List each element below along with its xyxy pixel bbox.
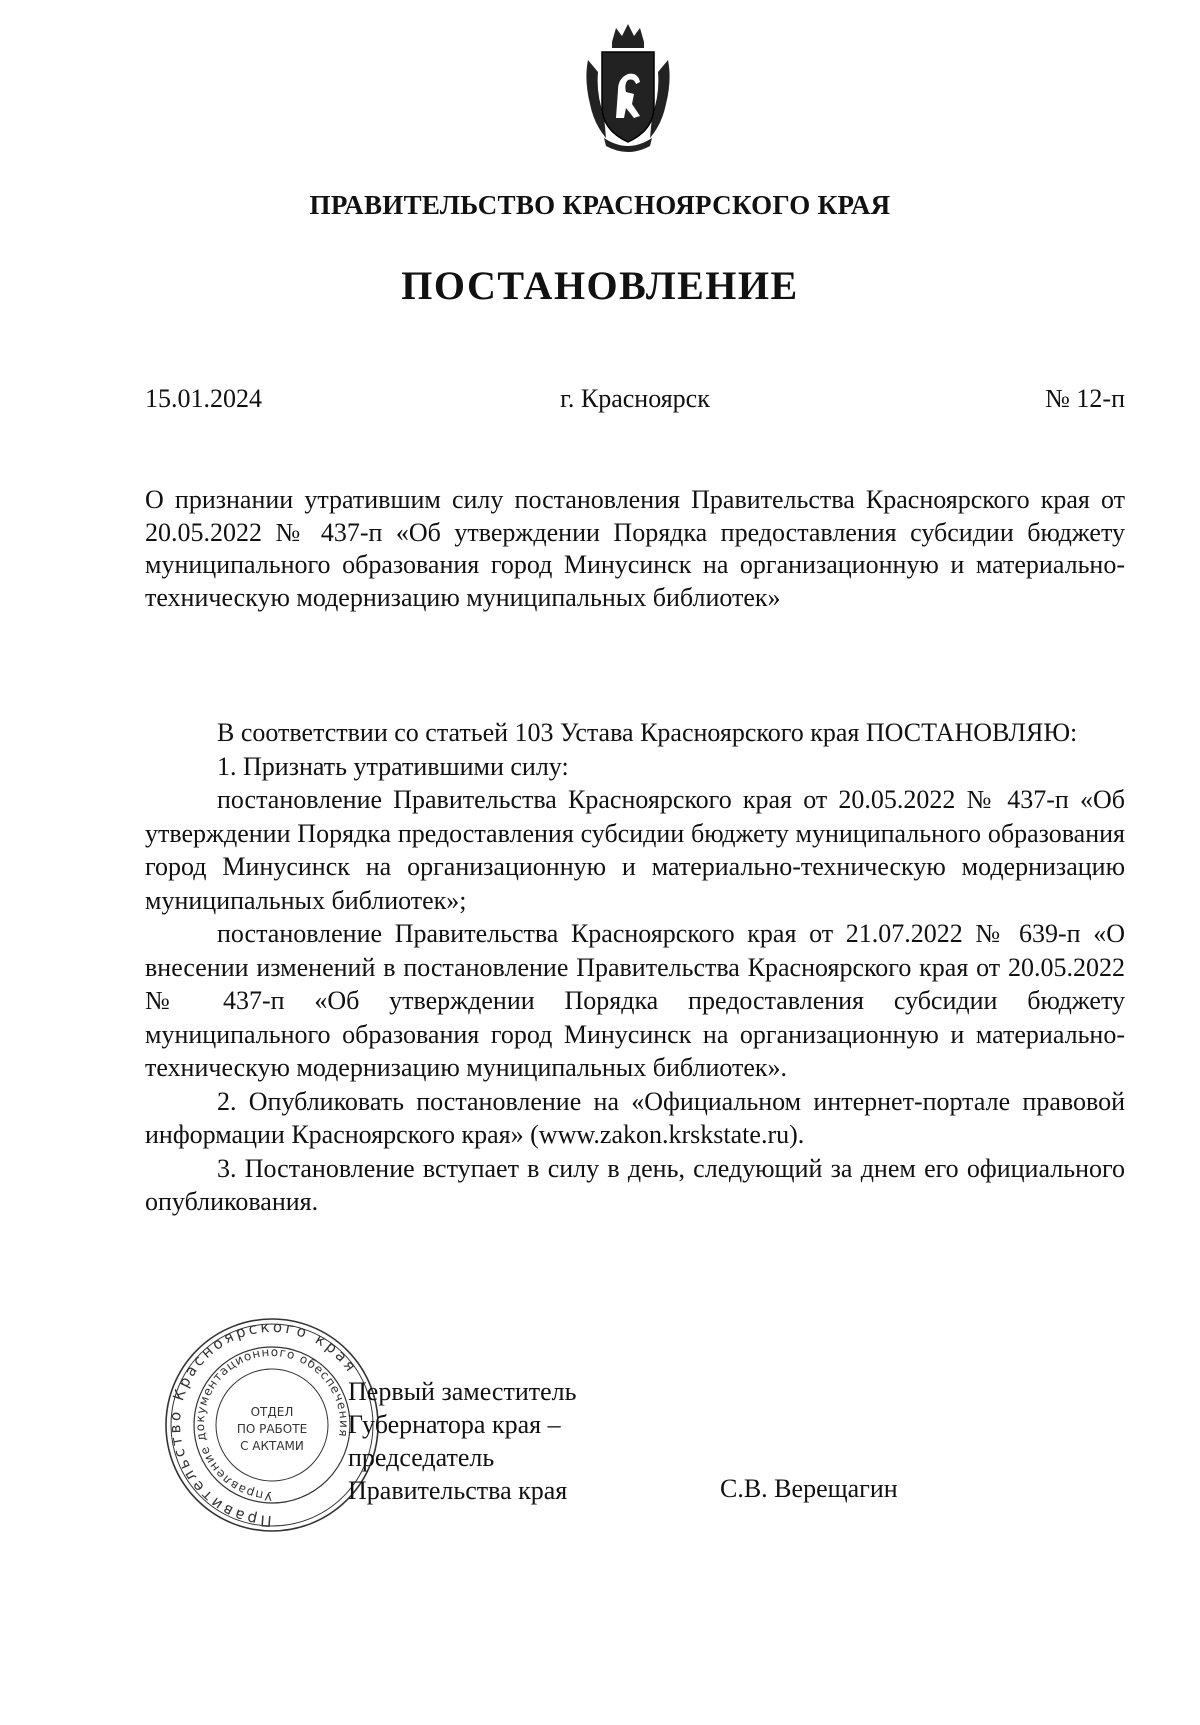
document-number: № 12-п [1045,384,1125,413]
document-subject: О признании утратившим силу постановления Правительства Красноярского края от 20.05.2022 № 437-п «Об утверждении Порядка предоставления субсидии бюджету муниципального образования город Минусинск на организационную и материально-техническую модернизацию муниципальных библиотек» [145,485,1125,612]
document-city: г. Красноярск [560,384,710,413]
clause-3: 3. Постановление вступает в силу в день, следующий за днем его официального опубликования. [145,1153,1125,1216]
signatory-line-3: председатель [348,1443,495,1472]
clause-1a: постановление Правительства Красноярского края от 20.05.2022 № 437-п «Об утверждении Порядка предоставления субсидии бюджету муниципального образования город Минусинск на организационную и материально-техническую модернизацию муниципальных библиотек»; [145,785,1125,915]
clause-1: 1. Признать утратившими силу: [217,751,569,781]
seal-center-line-3: С АКТАМИ [240,1439,304,1453]
document-body [145,716,1125,1219]
clause-1b: постановление Правительства Красноярского края от 21.07.2022 № 639-п «О внесении изменений в постановление Правительства Красноярского края от 20.05.2022 № 437-п «Об утверждении Порядка предоставления субсидии бюджету муниципального образования город Минусинск на организационную и материально-техническую модернизацию муниципальных библиотек». [145,919,1125,1082]
organization-name: ПРАВИТЕЛЬСТВО КРАСНОЯРСКОГО КРАЯ [309,190,891,220]
signatory-line-2: Губернатора края – [348,1410,561,1439]
clause-2: 2. Опубликовать постановление на «Официальном интернет-портале правовой информации Красноярского края» (www.zakon.krskstate.ru). [145,1086,1125,1149]
signatory-name: С.В. Верещагин [720,1474,898,1503]
signatory-line-1: Первый заместитель [348,1377,577,1406]
document-meta [145,384,1125,418]
seal-outer-text: Правительство Красноярского края [165,1317,362,1531]
seal-inner-text: Управление документационного обеспечения [192,1344,352,1504]
seal-center-line-1: ОТДЕЛ [250,1405,294,1419]
document-date: 15.01.2024 [145,384,262,413]
document-type: ПОСТАНОВЛЕНИЕ [401,263,799,308]
preamble-paragraph: В соответствии со статьей 103 Устава Красноярского края ПОСТАНОВЛЯЮ: [217,718,1078,747]
coat-of-arms-icon [582,20,674,156]
seal-center-line-2: ПО РАБОТЕ [236,1422,308,1436]
signatory-position [348,1375,576,1507]
signatory-line-4: Правительства края [348,1476,568,1505]
